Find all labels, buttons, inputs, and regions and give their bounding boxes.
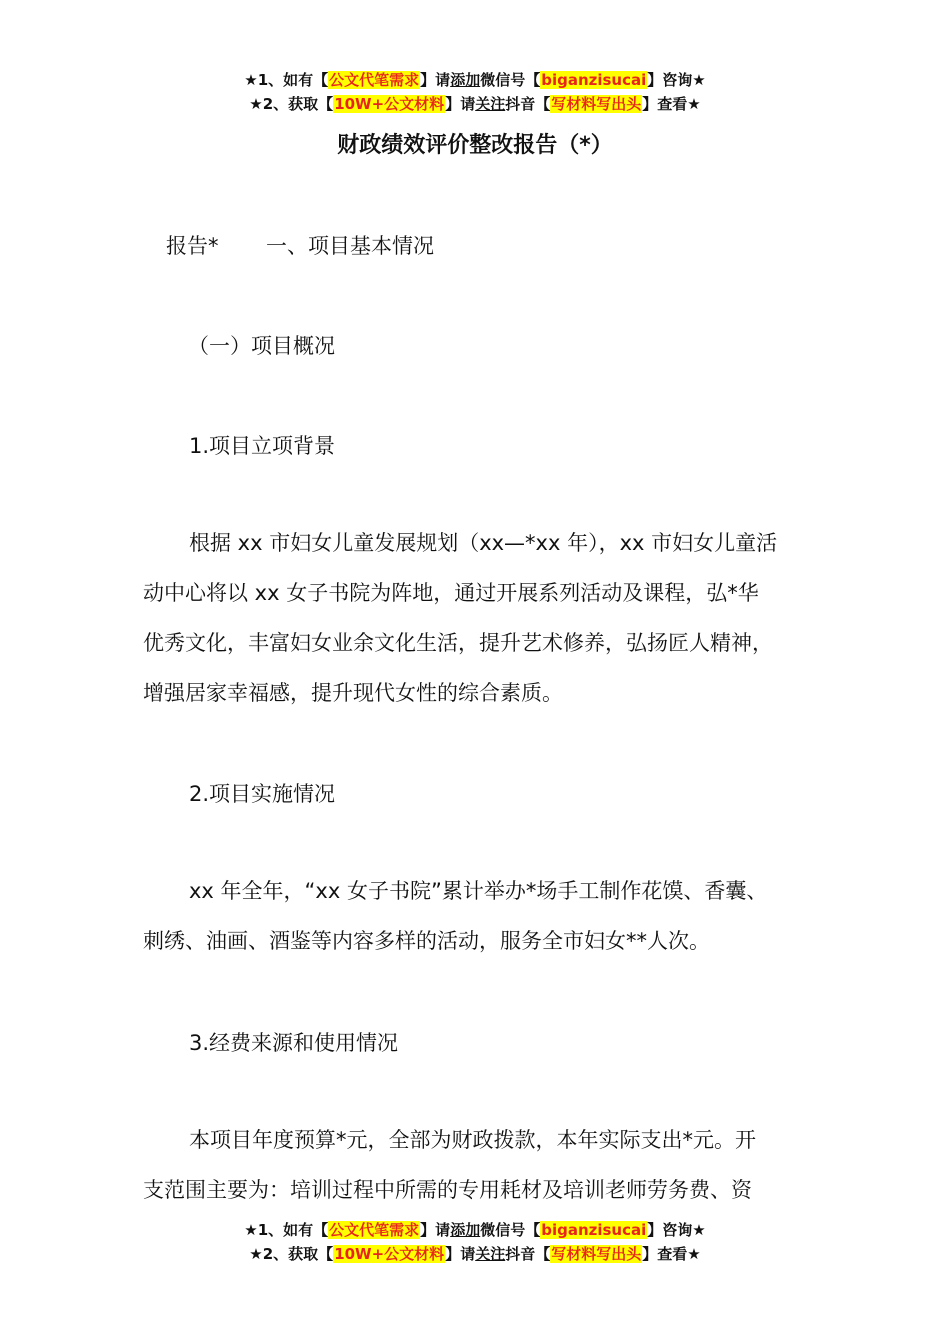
banner-highlight: 公文代笔需求 <box>329 1221 420 1239</box>
paragraph-line: 增强居家幸福感，提升现代女性的综合素质。 <box>143 681 563 705</box>
banner-text: 】请 <box>420 71 451 89</box>
banner-highlight: 公文代笔需求 <box>329 71 420 89</box>
paragraph-line: 本项目年度预算*元，全部为财政拨款，本年实际支出*元。开 <box>189 1128 756 1152</box>
banner-highlight: biganzisucai <box>541 71 647 89</box>
document-title: 财政绩效评价整改报告（*） <box>337 133 613 158</box>
banner-line-2 <box>0 1242 950 1266</box>
banner-text: 抖音【 <box>505 1245 551 1263</box>
banner-text: ★2、获取【 <box>249 1245 334 1263</box>
banner-text: 】请 <box>445 1245 476 1263</box>
item-heading: 2.项目实施情况 <box>189 782 336 806</box>
banner-highlight: biganzisucai <box>541 1221 647 1239</box>
paragraph-line: 根据 xx 市妇女儿童发展规划（xx—*xx 年），xx 市妇女儿童活 <box>189 531 778 555</box>
paragraph-line: xx 年全年，“xx 女子书院”累计举办*场手工制作花馍、香囊、 <box>189 879 768 903</box>
paragraph-line: 支范围主要为：培训过程中所需的专用耗材及培训老师劳务费、资 <box>143 1178 752 1202</box>
paragraph-funding <box>143 1115 843 1215</box>
banner-text: 】咨询★ <box>647 1221 706 1239</box>
banner-text: 】查看★ <box>642 95 701 113</box>
banner-underline: 添加 <box>450 1221 481 1239</box>
banner-line-1 <box>0 68 950 92</box>
section-heading: 一、项目基本情况 <box>266 234 434 258</box>
banner-highlight: 写材料写出头 <box>551 1245 642 1263</box>
banner-text: 微信号【 <box>480 1221 541 1239</box>
paragraph-line: 动中心将以 xx 女子书院为阵地，通过开展系列活动及课程，弘*华 <box>143 581 759 605</box>
banner-line-1 <box>0 1218 950 1242</box>
item-heading: 3.经费来源和使用情况 <box>189 1031 399 1055</box>
banner-underline: 关注 <box>475 1245 506 1263</box>
banner-underline: 关注 <box>475 95 506 113</box>
top-banner <box>0 68 950 116</box>
banner-text: 】请 <box>445 95 476 113</box>
subsection-heading: （一）项目概况 <box>188 334 335 358</box>
item-heading: 1.项目立项背景 <box>189 434 336 458</box>
paragraph-implementation <box>143 866 843 966</box>
banner-text: 微信号【 <box>480 71 541 89</box>
banner-highlight: 10W+公文材料 <box>334 1245 445 1263</box>
paragraph-line: 刺绣、油画、酒鉴等内容多样的活动，服务全市妇女**人次。 <box>143 929 710 953</box>
banner-text: 】查看★ <box>642 1245 701 1263</box>
banner-text: ★1、如有【 <box>244 71 329 89</box>
bottom-banner <box>0 1218 950 1266</box>
banner-underline: 添加 <box>450 71 481 89</box>
banner-line-2 <box>0 92 950 116</box>
banner-text: ★1、如有【 <box>244 1221 329 1239</box>
banner-text: 】请 <box>420 1221 451 1239</box>
banner-text: 】咨询★ <box>647 71 706 89</box>
banner-highlight: 写材料写出头 <box>551 95 642 113</box>
banner-highlight: 10W+公文材料 <box>334 95 445 113</box>
paragraph-line: 优秀文化，丰富妇女业余文化生活，提升艺术修养，弘扬匠人精神， <box>143 631 773 655</box>
banner-text: ★2、获取【 <box>249 95 334 113</box>
paragraph-background <box>143 518 843 718</box>
report-label: 报告* <box>166 234 219 258</box>
banner-text: 抖音【 <box>505 95 551 113</box>
